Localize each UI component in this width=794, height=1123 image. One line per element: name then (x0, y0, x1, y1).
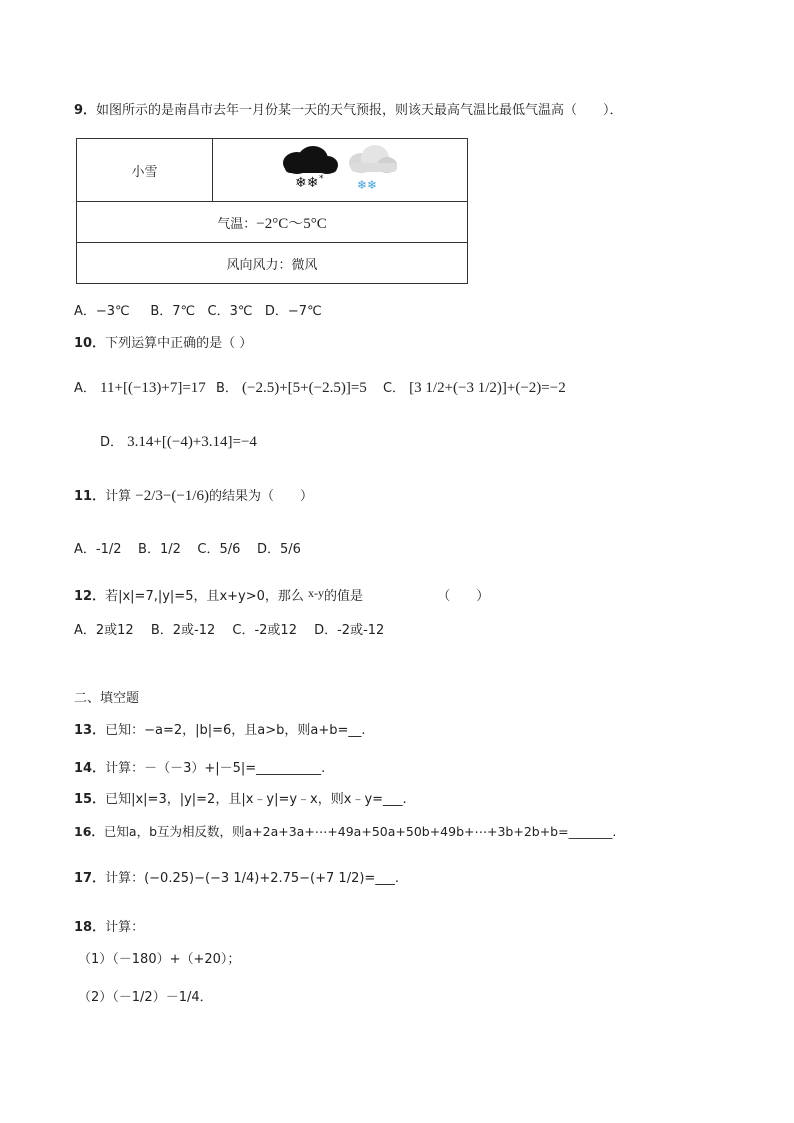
weather-forecast-table (76, 138, 468, 284)
question-17 (74, 869, 399, 889)
option-c: C．5/6 (197, 542, 241, 557)
svg-text:❄❄: ❄❄ (357, 178, 378, 192)
question-text: 若|x|=7,|y|=5，且x+y>0，那么 (105, 589, 304, 604)
svg-text:❄❄: ❄❄ (295, 175, 319, 191)
option-b-label: B． (215, 381, 238, 396)
question-13 (74, 721, 366, 741)
question-18 (74, 918, 144, 938)
svg-text:*: * (319, 174, 324, 184)
question-expression: x-y (308, 586, 325, 600)
option-d: D．−7℃ (264, 304, 322, 319)
question-number: 17． (74, 871, 106, 886)
temperature-label: 气温： (217, 216, 257, 232)
wind-row (77, 243, 468, 284)
question-14 (74, 759, 325, 779)
question-number: 16． (74, 824, 104, 839)
question-10-options-row2 (100, 432, 257, 453)
question-9 (74, 101, 623, 121)
question-text: 计算：－（－3）+|－5|=__________. (105, 761, 326, 776)
option-d: D．5/6 (256, 542, 301, 557)
weather-label: 小雪 (77, 139, 213, 202)
question-text: 计算： (105, 920, 145, 935)
question-12 (74, 583, 489, 607)
weather-icons-cell (213, 139, 468, 202)
question-10 (74, 334, 252, 354)
question-text: 计算：(−0.25)−(−3 1/4)+2.75−(+7 1/2)=___. (105, 871, 399, 886)
question-expression: −2/3−(−1/6) (135, 488, 209, 504)
question-number: 13． (74, 723, 106, 738)
question-11 (74, 486, 313, 507)
wind-value: 微风 (291, 257, 318, 273)
question-15 (74, 790, 407, 810)
question-number: 10． (74, 336, 106, 351)
question-number: 9． (74, 103, 97, 118)
question-number: 18． (74, 920, 106, 935)
question-number: 12． (74, 589, 106, 604)
question-suffix: 的结果为（ ） (208, 489, 313, 504)
question-text: 下列运算中正确的是（ ） (105, 336, 253, 351)
option-b: B．1/2 (138, 542, 181, 557)
question-10-options-row1 (74, 378, 566, 399)
question-text: 已知：−a=2，|b|=6，且a>b，则a+b=__. (105, 723, 366, 738)
option-a-expression: 11+[(−13)+7]=17 (100, 380, 206, 396)
question-text: 已知|x|=3，|y|=2，且|x﹣y|=y﹣x，则x﹣y=___. (105, 792, 407, 807)
option-d-expression: 3.14+[(−4)+3.14]=−4 (127, 434, 257, 450)
question-16 (74, 822, 616, 842)
option-a-label: A． (74, 381, 96, 396)
question-11-options (74, 540, 301, 560)
option-a: A．−3℃ (74, 304, 130, 319)
wind-label: 风向风力： (226, 257, 292, 273)
question-suffix: 的值是 (324, 589, 364, 604)
question-12-options: A．2或12 B．2或-12 C．-2或12 D．-2或-12 (74, 623, 385, 638)
option-c: C．3℃ (207, 304, 253, 319)
question-number: 11． (74, 489, 106, 504)
snow-cloud-icon (275, 141, 405, 195)
temperature-value: −2°C～5°C (256, 215, 327, 232)
question-9-options (74, 302, 322, 322)
question-prefix: 计算 (105, 489, 132, 504)
temperature-row (77, 202, 468, 243)
option-c-expression: [3 1/2+(−3 1/2)]+(−2)=−2 (409, 380, 566, 396)
answer-parenthesis: （ ） (437, 589, 490, 604)
option-b: B．7℃ (150, 304, 196, 319)
question-number: 15． (74, 792, 106, 807)
question-text: 如图所示的是南昌市去年一月份某一天的天气预报，则该天最高气温比最低气温高（ ）． (96, 103, 623, 118)
question-number: 14． (74, 761, 106, 776)
question-18-part-2: （2）（－1/2）－1/4． (78, 990, 213, 1005)
option-d-label: D． (100, 435, 124, 450)
option-b-expression: (−2.5)+[5+(−2.5)]=5 (242, 380, 367, 396)
question-18-part-1: （1）（－180）+（+20）； (78, 952, 241, 967)
section-heading: 二、填空题 (74, 691, 140, 706)
question-text: 已知a，b互为相反数，则a+2a+3a+⋯+49a+50a+50b+49b+⋯+3b+2b+b=_______. (103, 824, 617, 839)
option-a: A．-1/2 (74, 542, 122, 557)
option-c-label: C． (382, 381, 406, 396)
